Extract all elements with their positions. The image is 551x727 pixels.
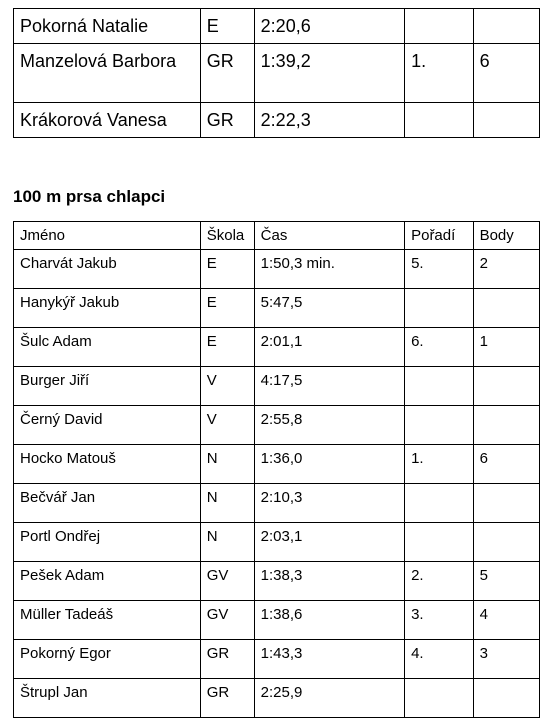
table-row: [14, 406, 540, 445]
cell-school: E: [200, 250, 254, 289]
cell-rank: 1.: [405, 44, 473, 103]
cell-rank: [405, 679, 473, 718]
cell-name: Pešek Adam: [14, 562, 201, 601]
cell-points: [473, 484, 539, 523]
cell-rank: [405, 103, 473, 138]
cell-points: [473, 289, 539, 328]
cell-points: [473, 103, 539, 138]
table-header-row: [14, 222, 540, 250]
cell-time: 2:22,3: [254, 103, 404, 138]
cell-name: Šulc Adam: [14, 328, 201, 367]
cell-time: 1:50,3 min.: [254, 250, 404, 289]
table-row: [14, 562, 540, 601]
cell-school: E: [200, 289, 254, 328]
cell-school: GV: [200, 562, 254, 601]
cell-points: 5: [473, 562, 539, 601]
cell-points: 4: [473, 601, 539, 640]
cell-points: 6: [473, 44, 539, 103]
table-row: [14, 289, 540, 328]
table-row: [14, 679, 540, 718]
cell-rank: 5.: [405, 250, 473, 289]
cell-time: 2:01,1: [254, 328, 404, 367]
header-rank: Pořadí: [405, 222, 473, 250]
cell-rank: [405, 523, 473, 562]
cell-time: 2:20,6: [254, 9, 404, 44]
section-title: 100 m prsa chlapci: [13, 187, 166, 206]
cell-rank: 4.: [405, 640, 473, 679]
table-row: [14, 523, 540, 562]
cell-time: 2:25,9: [254, 679, 404, 718]
cell-time: 1:36,0: [254, 445, 404, 484]
header-school: Škola: [200, 222, 254, 250]
cell-rank: 1.: [405, 445, 473, 484]
cell-name: Hocko Matouš: [14, 445, 201, 484]
header-time: Čas: [254, 222, 404, 250]
cell-name: Burger Jiří: [14, 367, 201, 406]
table-row: [14, 445, 540, 484]
cell-name: Pokorná Natalie: [14, 9, 201, 44]
cell-points: [473, 9, 539, 44]
cell-school: V: [200, 367, 254, 406]
results-table-100m-breaststroke-boys: [13, 221, 540, 718]
cell-school: N: [200, 445, 254, 484]
cell-school: GV: [200, 601, 254, 640]
cell-name: Portl Ondřej: [14, 523, 201, 562]
cell-school: N: [200, 523, 254, 562]
cell-school: GR: [200, 679, 254, 718]
cell-points: [473, 523, 539, 562]
cell-time: 4:17,5: [254, 367, 404, 406]
cell-name: Pokorný Egor: [14, 640, 201, 679]
cell-name: Černý David: [14, 406, 201, 445]
cell-rank: 3.: [405, 601, 473, 640]
table-row: [14, 367, 540, 406]
cell-school: E: [200, 9, 254, 44]
cell-rank: [405, 367, 473, 406]
table-row: [14, 640, 540, 679]
cell-points: [473, 679, 539, 718]
cell-time: 1:39,2: [254, 44, 404, 103]
cell-time: 2:55,8: [254, 406, 404, 445]
cell-name: Manzelová Barbora: [14, 44, 201, 103]
table-row: [14, 44, 540, 103]
cell-name: Müller Tadeáš: [14, 601, 201, 640]
cell-school: N: [200, 484, 254, 523]
cell-school: GR: [200, 640, 254, 679]
cell-school: GR: [200, 44, 254, 103]
cell-time: 1:38,6: [254, 601, 404, 640]
cell-name: Hanykýř Jakub: [14, 289, 201, 328]
cell-points: 1: [473, 328, 539, 367]
table-row: [14, 601, 540, 640]
cell-time: 2:03,1: [254, 523, 404, 562]
cell-rank: [405, 289, 473, 328]
cell-name: Charvát Jakub: [14, 250, 201, 289]
cell-school: V: [200, 406, 254, 445]
cell-rank: [405, 406, 473, 445]
table-row: [14, 328, 540, 367]
cell-rank: [405, 484, 473, 523]
cell-name: Bečvář Jan: [14, 484, 201, 523]
cell-school: GR: [200, 103, 254, 138]
table-row: [14, 250, 540, 289]
header-name: Jméno: [14, 222, 201, 250]
cell-time: 1:43,3: [254, 640, 404, 679]
cell-time: 5:47,5: [254, 289, 404, 328]
cell-school: E: [200, 328, 254, 367]
cell-name: Krákorová Vanesa: [14, 103, 201, 138]
cell-rank: 2.: [405, 562, 473, 601]
cell-rank: 6.: [405, 328, 473, 367]
cell-points: [473, 367, 539, 406]
table-row: [14, 103, 540, 138]
table-row: [14, 484, 540, 523]
cell-time: 2:10,3: [254, 484, 404, 523]
cell-points: [473, 406, 539, 445]
results-table-previous: [13, 8, 540, 138]
cell-name: Štrupl Jan: [14, 679, 201, 718]
cell-time: 1:38,3: [254, 562, 404, 601]
cell-points: 3: [473, 640, 539, 679]
cell-points: 6: [473, 445, 539, 484]
cell-rank: [405, 9, 473, 44]
table-row: [14, 9, 540, 44]
cell-points: 2: [473, 250, 539, 289]
header-points: Body: [473, 222, 539, 250]
